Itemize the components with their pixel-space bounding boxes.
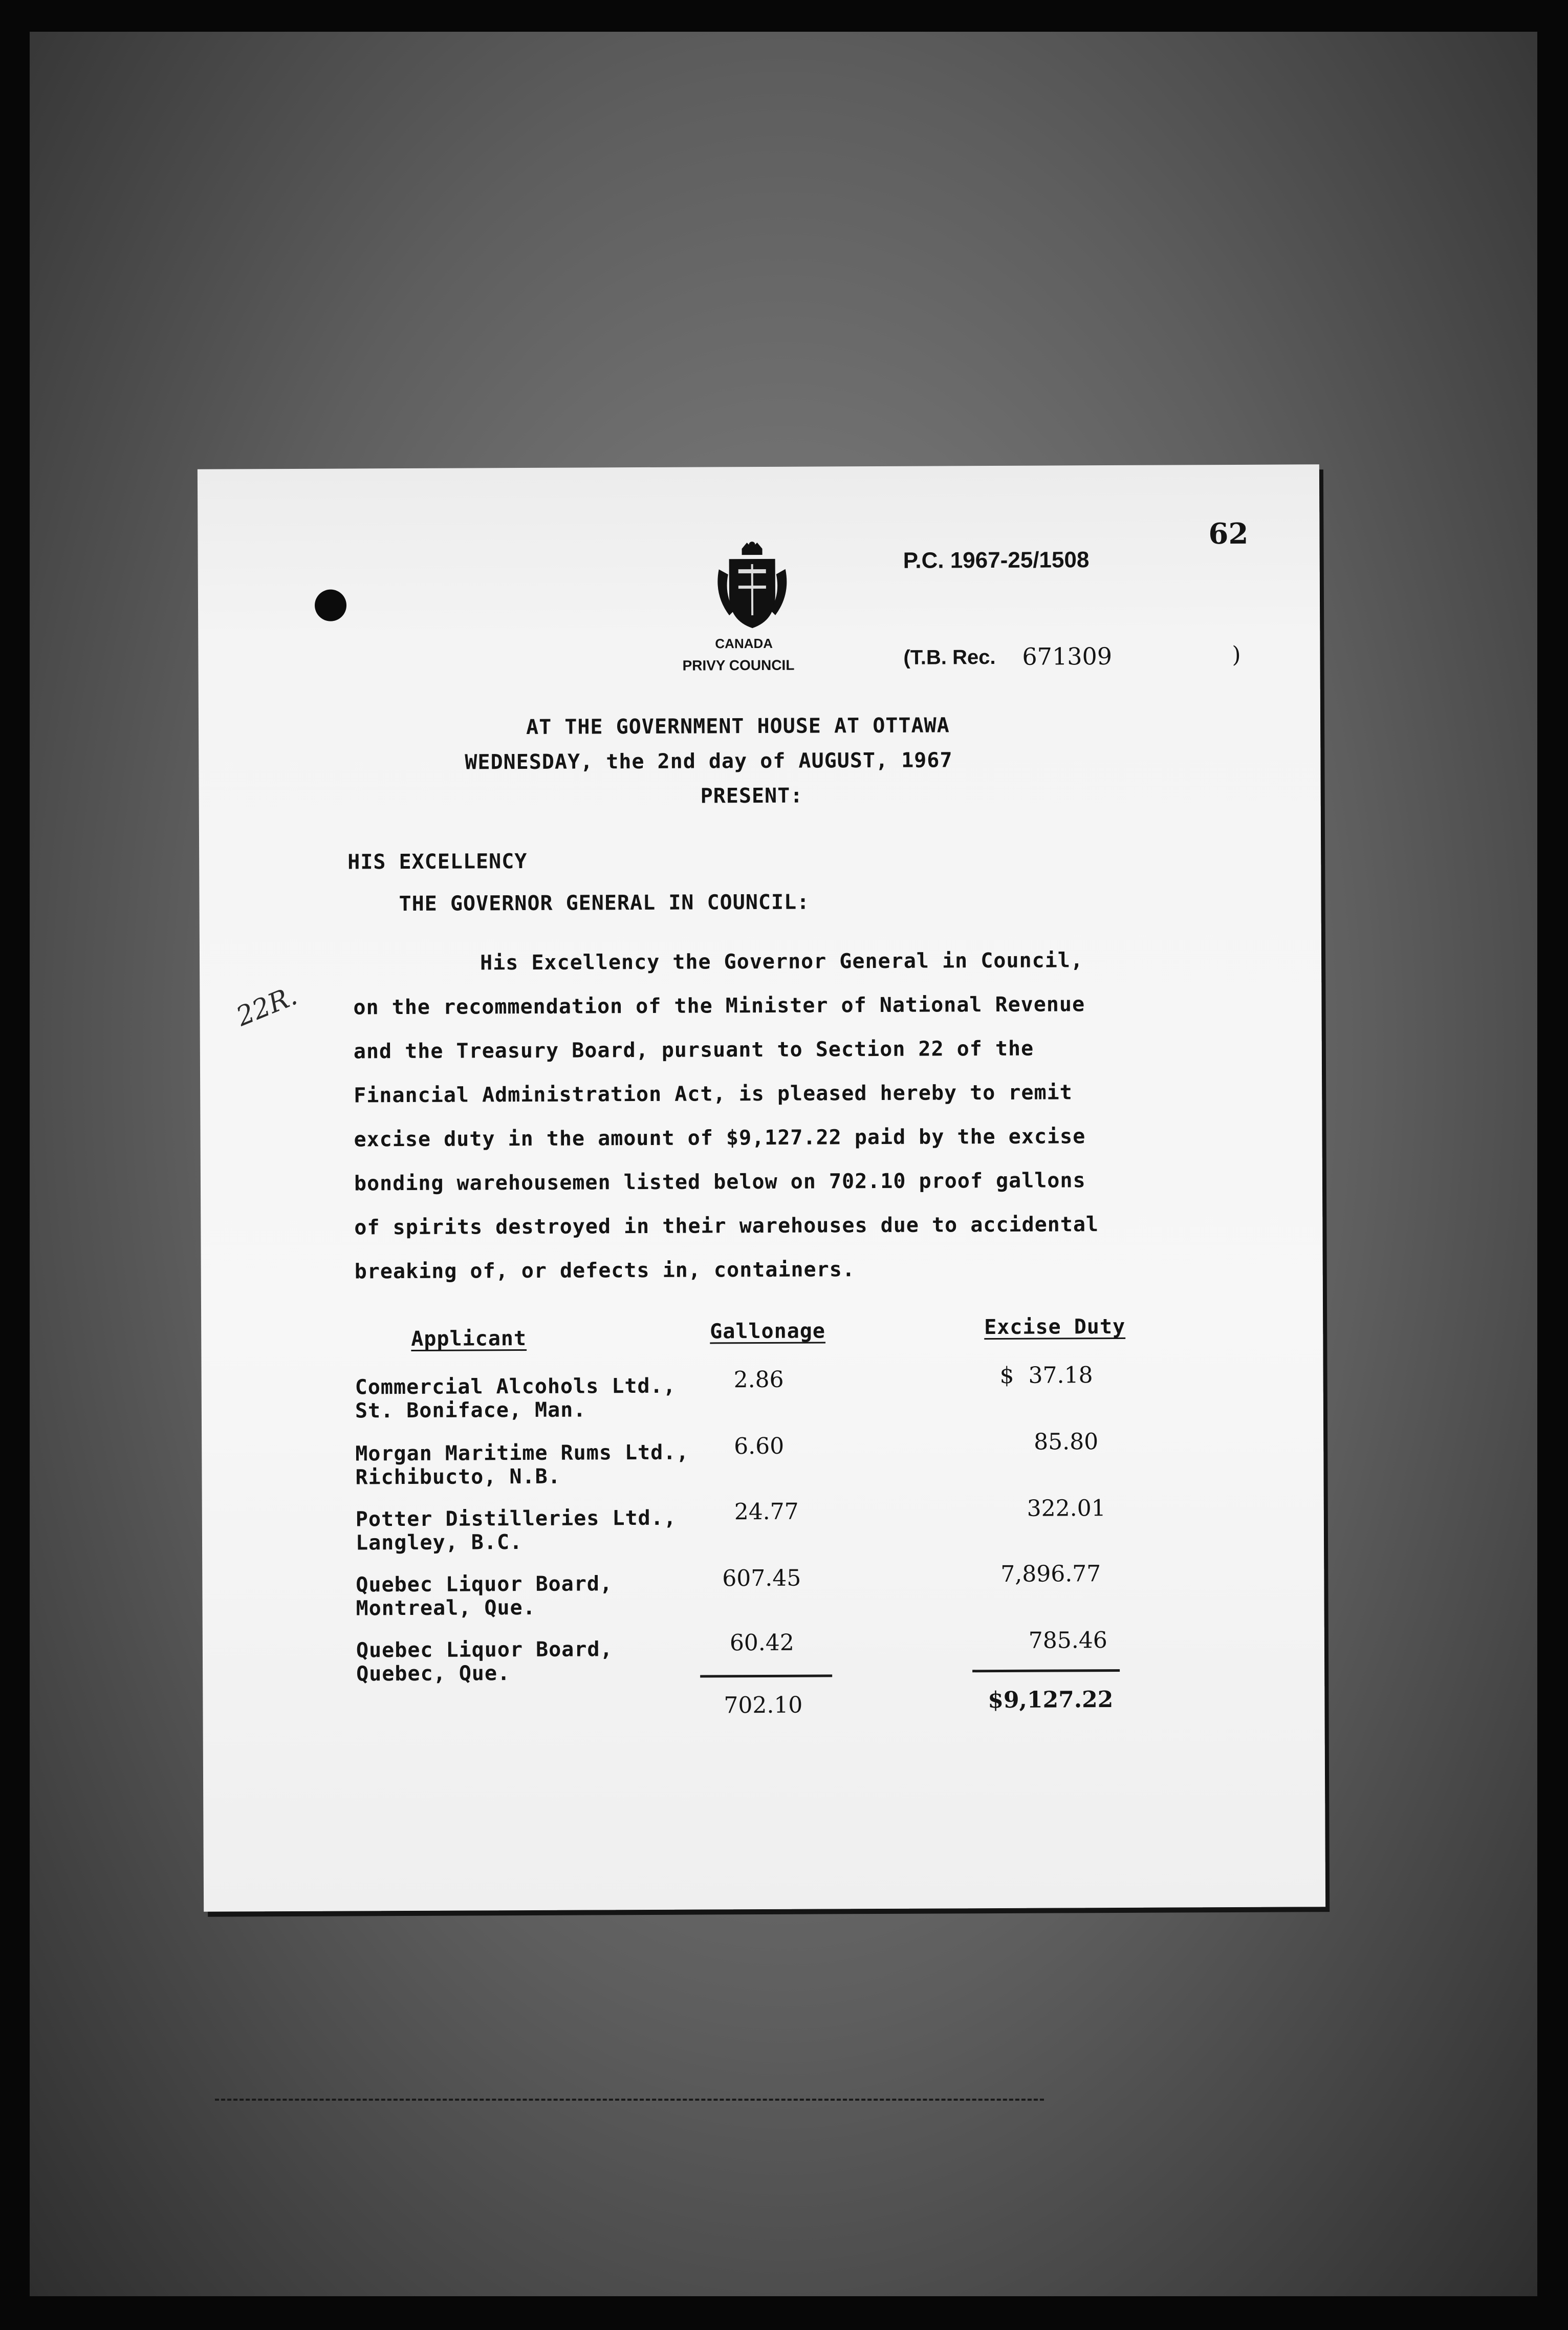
meeting-date: WEDNESDAY, the 2nd day of AUGUST, 1967	[465, 748, 953, 774]
gallonage-value: 2.86	[733, 1366, 784, 1393]
applicant-location: Langley, B.C.	[355, 1530, 523, 1555]
body-line: breaking of, or defects in, containers.	[354, 1258, 855, 1284]
meeting-location: AT THE GOVERNMENT HOUSE AT OTTAWA	[526, 714, 950, 739]
duty-value: 785.46	[1028, 1627, 1107, 1654]
gallonage-total-rule	[700, 1674, 832, 1677]
crest-label-canada: CANADA	[715, 635, 773, 652]
body-line: and the Treasury Board, pursuant to Section 22 of the	[353, 1037, 1034, 1064]
body-line: Financial Administration Act, is pleased hereby to remit	[354, 1081, 1073, 1108]
crest-label-privy-council: PRIVY COUNCIL	[682, 657, 795, 674]
applicant-name: Potter Distilleries Ltd.,	[355, 1506, 677, 1531]
applicant-name: Quebec Liquor Board,	[356, 1572, 613, 1597]
applicant-location: Quebec, Que.	[356, 1662, 511, 1686]
applicant-location: Montreal, Que.	[356, 1595, 536, 1621]
punch-hole	[315, 590, 346, 621]
column-header-gallonage: Gallonage	[710, 1319, 826, 1344]
film-edge-dotted-line	[215, 2099, 1044, 2101]
margin-note: 22R.	[232, 980, 302, 1033]
duty-value: 322.01	[1027, 1495, 1106, 1522]
column-header-applicant: Applicant	[411, 1327, 527, 1351]
applicant-location: St. Boniface, Man.	[355, 1398, 586, 1423]
duty-total-rule	[972, 1669, 1120, 1672]
body-line: bonding warehousemen listed below on 702.10 proof gallons	[354, 1169, 1086, 1196]
applicant-location: Richibucto, N.B.	[355, 1464, 561, 1490]
gallonage-value: 24.77	[734, 1498, 799, 1525]
tb-rec-label: (T.B. Rec.	[903, 645, 996, 669]
duty-value: 7,896.77	[1000, 1561, 1101, 1587]
coat-of-arms-icon	[713, 538, 791, 631]
gallonage-value: 6.60	[734, 1433, 785, 1460]
tb-rec-close: )	[1232, 641, 1241, 668]
meeting-present: PRESENT:	[700, 784, 803, 808]
gallonage-value: 60.42	[729, 1629, 794, 1656]
document-page	[198, 464, 1325, 1912]
duty-value: 85.80	[1034, 1429, 1099, 1455]
column-header-excise-duty: Excise Duty	[984, 1314, 1126, 1340]
duty-value: $ 37.18	[999, 1362, 1093, 1389]
applicant-name: Commercial Alcohols Ltd.,	[355, 1374, 676, 1399]
address-his-excellency: HIS EXCELLENCY	[347, 849, 528, 874]
gallonage-value: 607.45	[722, 1565, 801, 1592]
tb-rec-number: 671309	[1022, 642, 1113, 671]
page-number: 62	[1208, 516, 1249, 551]
gallonage-total: 702.10	[724, 1692, 803, 1719]
body-line: excise duty in the amount of $9,127.22 paid by the excise	[354, 1125, 1086, 1152]
order-number: P.C. 1967-25/1508	[903, 547, 1090, 573]
duty-total: $9,127.22	[988, 1687, 1114, 1714]
body-line: on the recommendation of the Minister of National Revenue	[353, 993, 1085, 1020]
body-line: His Excellency the Governor General in Council,	[480, 948, 1084, 975]
applicant-name: Quebec Liquor Board,	[356, 1637, 613, 1663]
applicant-name: Morgan Maritime Rums Ltd.,	[355, 1440, 689, 1466]
body-line: of spirits destroyed in their warehouses due to accidental	[354, 1213, 1099, 1240]
address-governor-general: THE GOVERNOR GENERAL IN COUNCIL:	[399, 890, 810, 916]
